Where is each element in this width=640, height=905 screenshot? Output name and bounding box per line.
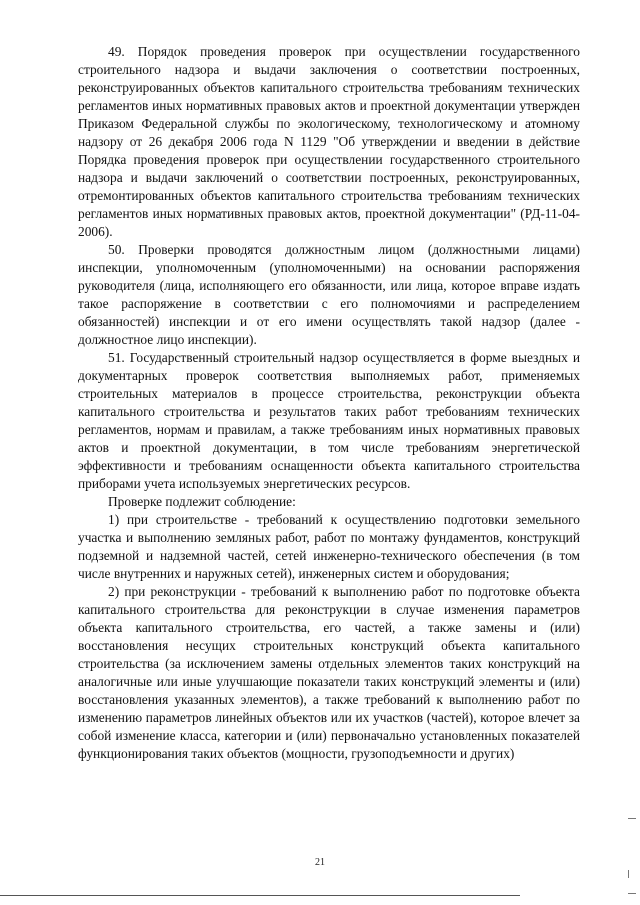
- page-number: 21: [315, 857, 325, 868]
- list-item-construction: 1) при строительстве - требований к осуществлению подготовки земельного участка и выполнению земляных работ, работ по монтажу фундаментов, конструкций подземной и надземной частей, сетей инженерно-технического обеспечения (в том числе внутренних и наружных сетей), инженерных систем и оборудования;: [78, 512, 580, 581]
- paragraph-51: 51. Государственный строительный надзор осуществляется в форме выездных и документарных проверок соответствия выполняемых работ, применяемых строительных материалов в процессе строительства, реконструкции объекта капитального строительства и результатов таких работ требованиям технических регламентов, нормам и правилам, а также требованиям иных нормативных правовых актов и проектной документации, в том числе требованиям энергетической эффективности и требованиям оснащенности объекта капитального строительства приборами учета используемых энергетических ресурсов.: [78, 350, 580, 491]
- paragraph-49: 49. Порядок проведения проверок при осуществлении государственного строительного надзора и выдачи заключения о соответствии построенных, реконструированных объектов капитального строительства требованиям технических регламентов иных нормативных правовых актов и проектной документации утвержден Приказом Федеральной службы по экологическому, технологическому и атомному надзору от 26 декабря 2006 года N 1129 "Об утверждении и введении в действие Порядка проведения проверок при осуществлении государственного строительного надзора и выдачи заключений о соответствии построенных, реконструированных, отремонтированных объектов капитального строительства требованиям технических регламентов иных нормативных правовых актов, проектной документации" (РД-11-04-2006).: [78, 44, 580, 239]
- scan-artifact-line: [0, 895, 520, 896]
- paragraph-50: 50. Проверки проводятся должностным лицом (должностными лицами) инспекции, уполномоченным (уполномоченными) на основании распоряжения руководителя (лица, исполняющего его обязанности, или лица, которое вправе издать такое распоряжение в соответствии с его полномочиями и распределением обязанностей) инспекции и от его имени осуществлять такой надзор (далее - должностное лицо инспекции).: [78, 242, 580, 347]
- list-item-reconstruction: 2) при реконструкции - требований к выполнению работ по подготовке объекта капитального строительства для реконструкции в случае изменения параметров объекта капитального строительства, его частей, а также замены и (или) восстановления несущих строительных конструкций объекта капитального строительства (за исключением замены отдельных элементов таких конструкций на аналогичные или иные улучшающие показатели таких конструкций элементы и (или) восстановления указанных элементов), а также требований к выполнению работ по изменению параметров линейных объектов или их участков (частей), которое влечет за собой изменение класса, категории и (или) первоначально установленных показателей функционирования таких объектов (мощности, грузоподъемности и других): [78, 584, 580, 761]
- body-text: [78, 43, 580, 763]
- scan-artifact-mark: [628, 893, 636, 894]
- paragraph-check-intro: Проверке подлежит соблюдение:: [108, 494, 296, 509]
- scan-artifact-mark: [628, 870, 629, 878]
- scan-artifact-mark: [628, 818, 636, 819]
